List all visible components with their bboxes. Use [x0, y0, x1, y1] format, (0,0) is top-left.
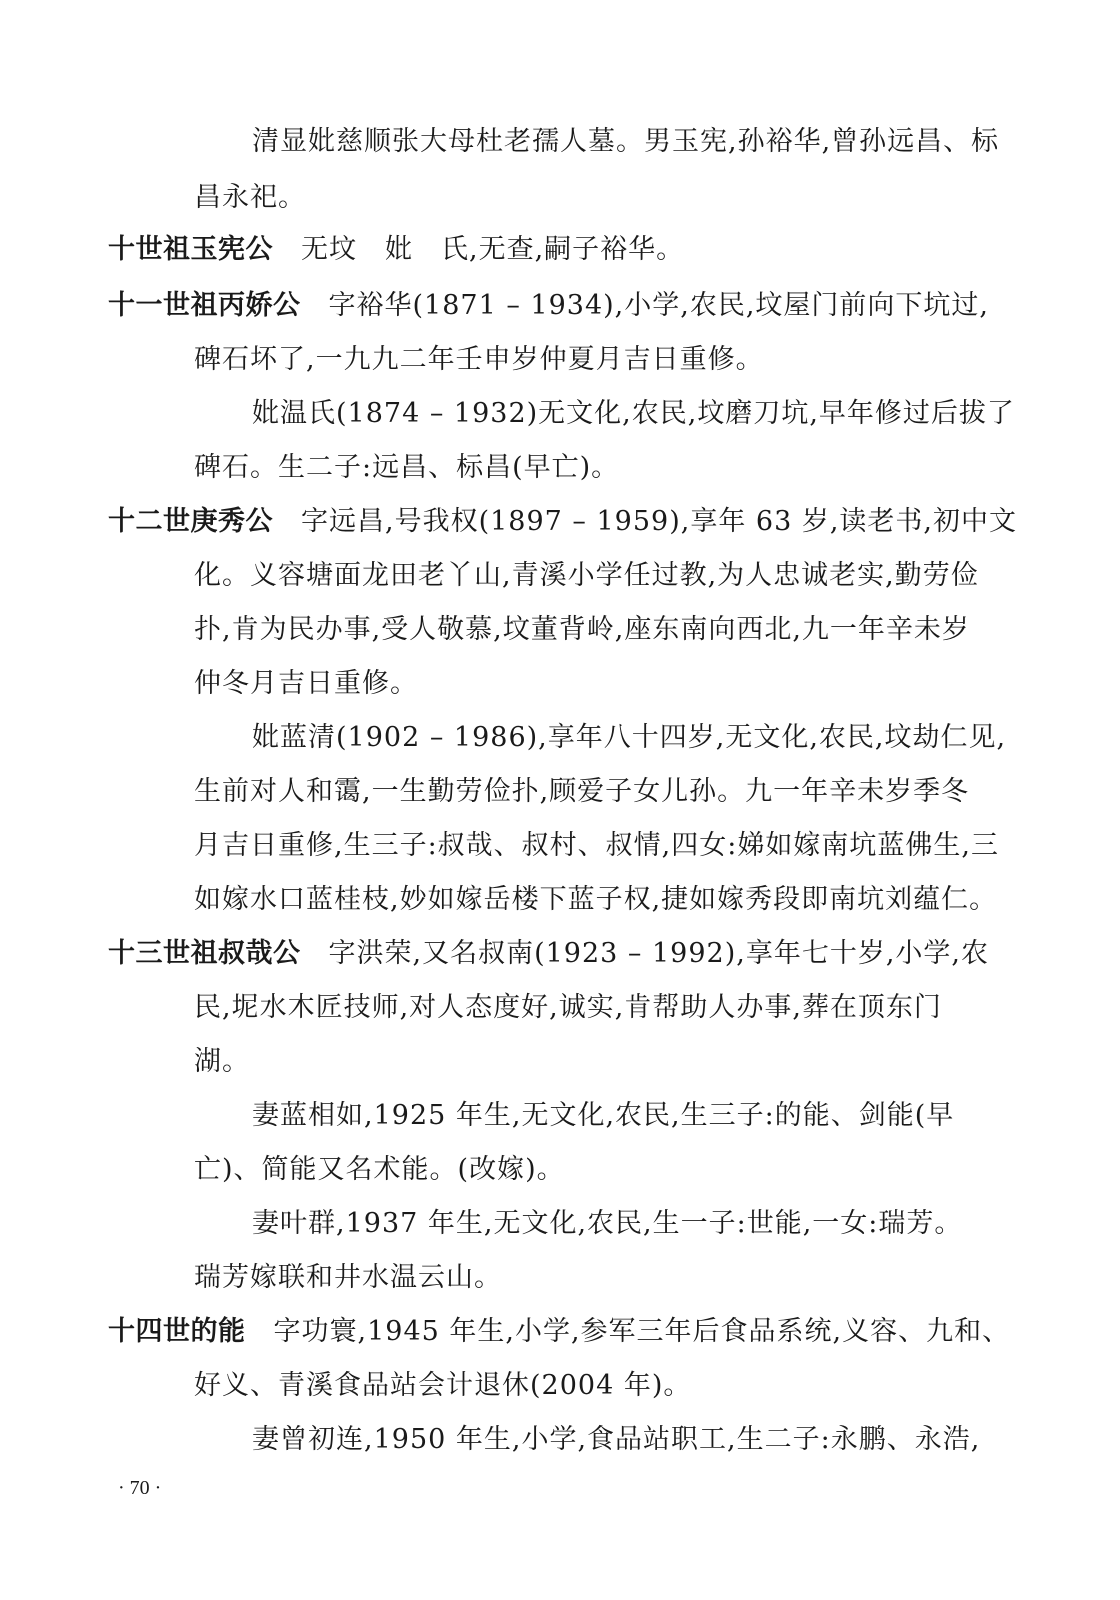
text-line: 妻叶群,1937 年生,无文化,农民,生一子:世能,一女:瑞芳。: [252, 1208, 963, 1239]
text-line: 如嫁水口蓝桂枝,妙如嫁岳楼下蓝子权,捷如嫁秀段即南坑刘蕴仁。: [194, 884, 998, 915]
text-line: 生前对人和霭,一生勤劳俭扑,顾爱子女儿孙。九一年辛未岁季冬: [194, 776, 970, 807]
entry-heading: 十一世祖丙娇公: [108, 290, 301, 321]
text-line: 妻曾初连,1950 年生,小学,食品站职工,生二子:永鹏、永浩,: [252, 1424, 981, 1455]
text-line: 扑,肯为民办事,受人敬慕,坟董背岭,座东南向西北,九一年辛未岁: [194, 614, 970, 645]
text-line: 月吉日重修,生三子:叔哉、叔村、叔情,四女:娣如嫁南坑蓝佛生,三: [194, 830, 999, 861]
text-line: 清显妣慈顺张大母杜老孺人墓。男玉宪,孙裕华,曾孙远昌、标: [252, 126, 1000, 157]
text-line: 碑石坏了,一九九二年壬申岁仲夏月吉日重修。: [194, 344, 764, 375]
text-line: 湖。: [194, 1046, 250, 1077]
text-line: 民,坭水木匠技师,对人态度好,诚实,肯帮助人办事,葬在顶东门: [194, 992, 942, 1023]
text-line: 化。义容塘面龙田老丫山,青溪小学任过教,为人忠诚老实,勤劳俭: [194, 560, 979, 591]
entry-heading: 十四世的能: [108, 1316, 246, 1347]
text-line: 妣温氏(1874 – 1932)无文化,农民,坟磨刀坑,早年修过后拔了: [252, 398, 1015, 429]
text-line: 妻蓝相如,1925 年生,无文化,农民,生三子:的能、剑能(早: [252, 1100, 955, 1131]
entry-line: 十四世的能 字功寰,1945 年生,小学,参军三年后食品系统,义容、九和、: [108, 1316, 1011, 1347]
entry-heading: 十二世庚秀公: [108, 506, 273, 537]
text-line: 昌永祀。: [194, 182, 306, 213]
entry-line: 十二世庚秀公 字远昌,号我权(1897 – 1959),享年 63 岁,读老书,初中文: [108, 506, 1018, 537]
text-line: 仲冬月吉日重修。: [194, 668, 418, 699]
page-number: · 70 ·: [118, 1477, 162, 1499]
text-line: 亡)、简能又名术能。(改嫁)。: [194, 1154, 565, 1185]
entry-heading: 十世祖玉宪公: [108, 234, 273, 265]
entry-line: 十一世祖丙娇公 字裕华(1871 – 1934),小学,农民,坟屋门前向下坑过,: [108, 290, 989, 321]
text-line: 妣蓝清(1902 – 1986),享年八十四岁,无文化,农民,坟劫仁见,: [252, 722, 1007, 753]
text-line: 好义、青溪食品站会计退休(2004 年)。: [194, 1370, 692, 1401]
text-line: 瑞芳嫁联和井水温云山。: [194, 1262, 502, 1293]
entry-line: 十三世祖叔哉公 字洪荣,又名叔南(1923 – 1992),享年七十岁,小学,农: [108, 938, 989, 969]
entry-heading: 十三世祖叔哉公: [108, 938, 301, 969]
text-line: 碑石。生二子:远昌、标昌(早亡)。: [194, 452, 620, 483]
entry-line: 十世祖玉宪公 无坟 妣 氏,无查,嗣子裕华。: [108, 234, 685, 265]
